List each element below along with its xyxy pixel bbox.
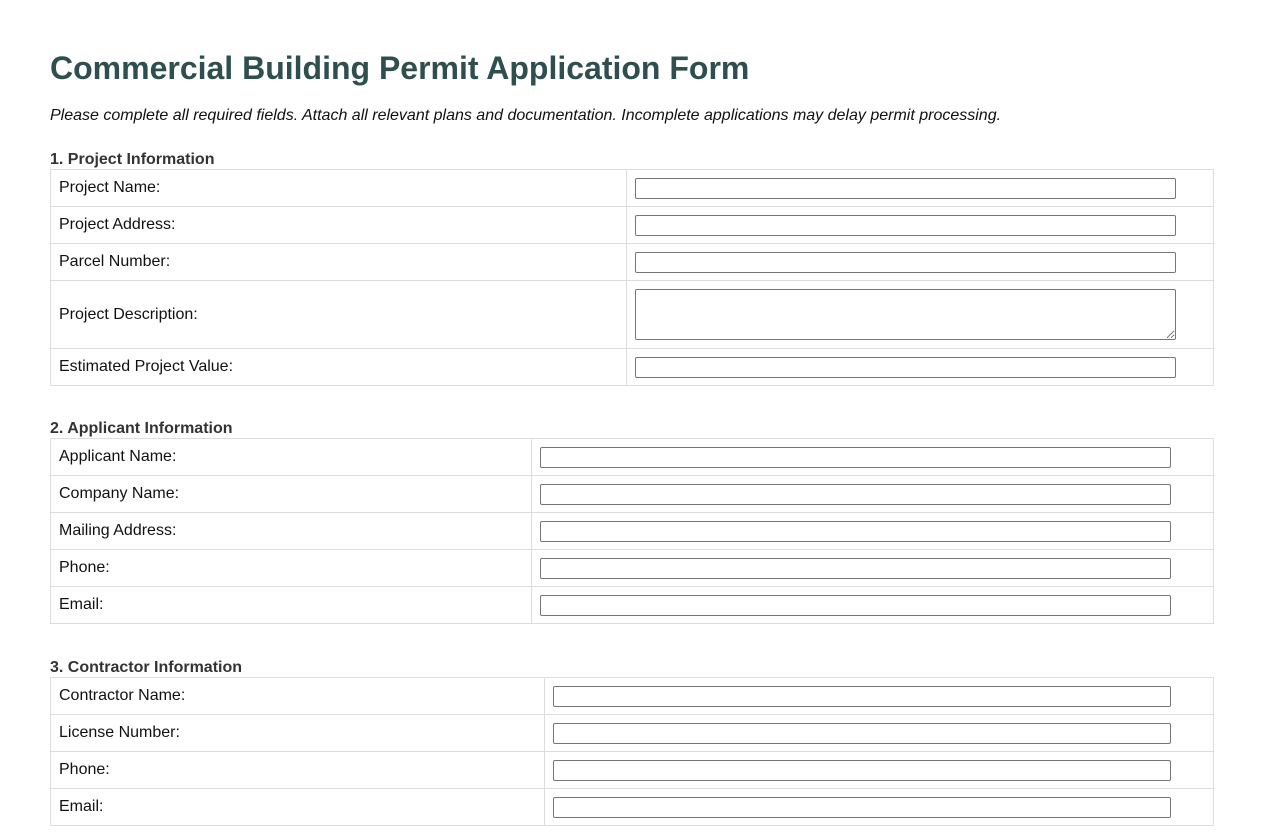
contractor-email-input[interactable]	[553, 797, 1171, 818]
field-label: Contractor Name:	[51, 678, 545, 715]
form-row	[51, 281, 1214, 349]
section-project-information	[50, 150, 1213, 386]
project-address-input[interactable]	[635, 215, 1176, 236]
section-heading: 3. Contractor Information	[50, 659, 243, 676]
section-applicant-information	[50, 419, 1213, 624]
form-row	[51, 170, 1214, 207]
field-label: Estimated Project Value:	[51, 349, 627, 386]
applicant-information-table	[50, 438, 1214, 624]
field-label: Mailing Address:	[51, 513, 532, 550]
section-heading: 2. Applicant Information	[50, 420, 233, 437]
field-label: Project Address:	[51, 207, 627, 244]
applicant-name-input[interactable]	[540, 447, 1171, 468]
project-information-table	[50, 169, 1214, 386]
section-heading: 1. Project Information	[50, 151, 215, 168]
form-row	[51, 587, 1214, 624]
field-label: Project Name:	[51, 170, 627, 207]
contractor-phone-input[interactable]	[553, 760, 1171, 781]
form-row	[51, 349, 1214, 386]
project-name-input[interactable]	[635, 178, 1176, 199]
page-title: Commercial Building Permit Application Form	[50, 50, 750, 86]
field-label: Company Name:	[51, 476, 532, 513]
field-label: Parcel Number:	[51, 244, 627, 281]
contractor-information-table	[50, 677, 1214, 826]
field-label: Phone:	[51, 550, 532, 587]
form-row	[51, 715, 1214, 752]
form-row	[51, 244, 1214, 281]
mailing-address-input[interactable]	[540, 521, 1171, 542]
project-description-textarea[interactable]	[635, 289, 1176, 340]
applicant-email-input[interactable]	[540, 595, 1171, 616]
contractor-name-input[interactable]	[553, 686, 1171, 707]
form-row	[51, 678, 1214, 715]
form-row	[51, 476, 1214, 513]
company-name-input[interactable]	[540, 484, 1171, 505]
field-label: Email:	[51, 789, 545, 826]
form-row	[51, 550, 1214, 587]
license-number-input[interactable]	[553, 723, 1171, 744]
field-label: Phone:	[51, 752, 545, 789]
form-row	[51, 789, 1214, 826]
form-row	[51, 752, 1214, 789]
form-row	[51, 439, 1214, 476]
field-label: Project Description:	[51, 281, 627, 349]
estimated-project-value-input[interactable]	[635, 357, 1176, 378]
field-label: Applicant Name:	[51, 439, 532, 476]
section-contractor-information	[50, 658, 1213, 826]
parcel-number-input[interactable]	[635, 252, 1176, 273]
applicant-phone-input[interactable]	[540, 558, 1171, 579]
field-label: License Number:	[51, 715, 545, 752]
form-row	[51, 513, 1214, 550]
form-row	[51, 207, 1214, 244]
field-label: Email:	[51, 587, 532, 624]
form-instructions: Please complete all required fields. Attach all relevant plans and documentation. Incomplete applications may delay permit processing.	[50, 107, 1002, 124]
